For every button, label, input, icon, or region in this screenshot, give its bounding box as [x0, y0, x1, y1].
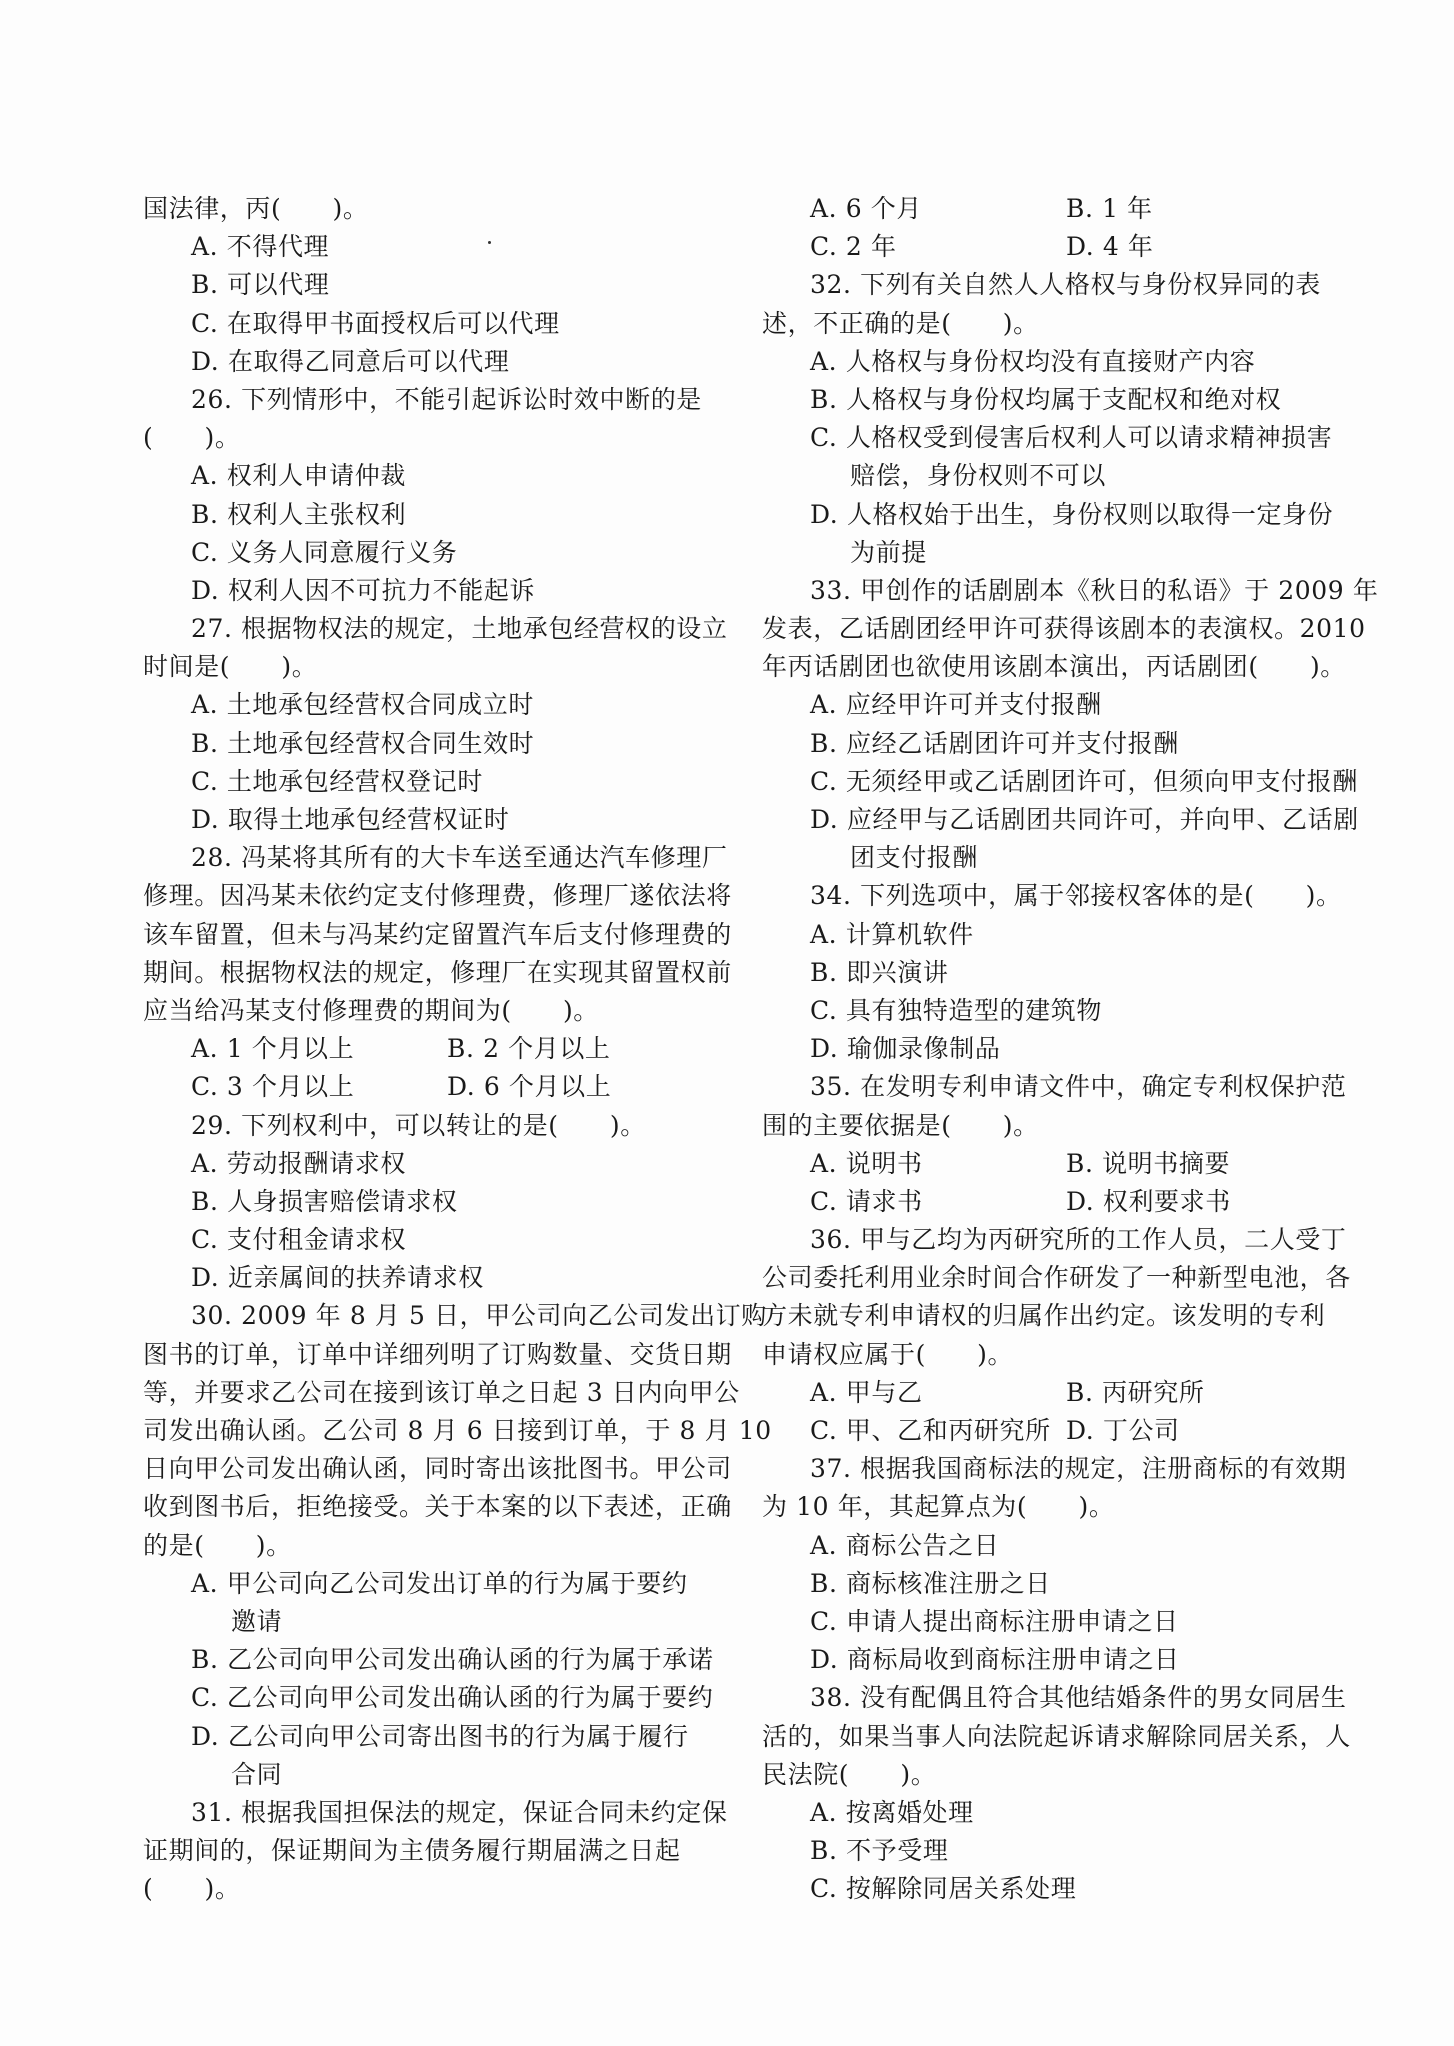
option-text: C. 2 年: [810, 232, 897, 262]
text-line: 年丙话剧团也欲使用该剧本演出，丙话剧团( )。: [762, 652, 1346, 682]
text-line: 发表，乙话剧团经甲许可获得该剧本的表演权。2010: [762, 614, 1366, 644]
text-line: 民法院( )。: [762, 1759, 937, 1789]
option-line: D. 人格权始于出生，身份权则以取得一定身份: [810, 499, 1334, 529]
option-line: A. 甲公司向乙公司发出订单的行为属于要约: [191, 1568, 688, 1598]
text-line: 期间。根据物权法的规定，修理厂在实现其留置权前: [143, 957, 732, 987]
text-line: 等，并要求乙公司在接到该订单之日起 3 日内向甲公: [143, 1377, 740, 1407]
left-column: [143, 190, 772, 1908]
option-line: C. 具有独特造型的建筑物: [810, 995, 1102, 1025]
option-line: B. 商标核准注册之日: [810, 1568, 1051, 1598]
text-line: 修理。因冯某未依约定支付修理费，修理厂遂依法将: [143, 881, 732, 911]
option-line: B. 权利人主张权利: [191, 499, 407, 529]
text-line: 该车留置，但未与冯某约定留置汽车后支付修理费的: [143, 919, 732, 949]
option-text: C. 甲、乙和丙研究所: [810, 1416, 1051, 1445]
text-line: 应当给冯某支付修理费的期间为( )。: [143, 995, 599, 1025]
question-line: 30. 2009 年 8 月 5 日，甲公司向乙公司发出订购: [191, 1301, 767, 1331]
option-line: D. 乙公司向甲公司寄出图书的行为属于履行: [191, 1721, 689, 1751]
option-line: C. 支付租金请求权: [191, 1225, 407, 1255]
question-line: 36. 甲与乙均为丙研究所的工作人员，二人受丁: [810, 1225, 1347, 1255]
option-line: B. 土地承包经营权合同生效时: [191, 728, 535, 758]
text-line: 围的主要依据是( )。: [762, 1110, 1039, 1140]
option-text: D. 权利要求书: [1066, 1186, 1231, 1216]
option-line: D. 近亲属间的扶养请求权: [191, 1263, 484, 1293]
option-line: B. 应经乙话剧团许可并支付报酬: [810, 728, 1179, 758]
text-line: 证期间的，保证期间为主债务履行期届满之日起: [143, 1836, 681, 1866]
option-line: C. 乙公司向甲公司发出确认函的行为属于要约: [191, 1683, 714, 1713]
text-line: 图书的订单，订单中详细列明了订购数量、交货日期: [143, 1339, 732, 1369]
option-pair-line: [143, 1030, 715, 1068]
option-text: B. 说明书摘要: [1066, 1148, 1231, 1178]
option-line: B. 可以代理: [191, 270, 330, 300]
question-line: 38. 没有配偶且符合其他结婚条件的男女同居生: [810, 1683, 1347, 1713]
text-line: 述，不正确的是( )。: [762, 308, 1039, 338]
option-line: C. 按解除同居关系处理: [810, 1874, 1077, 1904]
text-line: 公司委托利用业余时间合作研发了一种新型电池，各: [762, 1263, 1351, 1293]
text-line: 国法律，丙( )。: [143, 194, 369, 223]
option-pair-line: [762, 190, 1334, 228]
option-line: D. 商标局收到商标注册申请之日: [810, 1645, 1180, 1675]
option-line: D. 应经甲与乙话剧团共同许可，并向甲、乙话剧: [810, 805, 1359, 834]
option-text: A. 1 个月以上: [191, 1034, 355, 1064]
option-line: C. 土地承包经营权登记时: [191, 766, 483, 796]
option-line: B. 人格权与身份权均属于支配权和绝对权: [810, 384, 1282, 414]
option-continuation-line: 邀请: [231, 1606, 283, 1636]
question-line: 34. 下列选项中，属于邻接权客体的是( )。: [810, 881, 1342, 911]
option-continuation-line: 为前提: [850, 537, 927, 567]
option-line: C. 无须经甲或乙话剧团许可，但须向甲支付报酬: [810, 766, 1358, 796]
text-line: 为 10 年，其起算点为( )。: [762, 1492, 1115, 1522]
option-continuation-line: 团支付报酬: [850, 843, 979, 873]
option-line: A. 计算机软件: [810, 919, 974, 949]
option-line: D. 瑜伽录像制品: [810, 1034, 1001, 1064]
option-line: B. 乙公司向甲公司发出确认函的行为属于承诺: [191, 1645, 714, 1675]
text-line: ( )。: [143, 1874, 241, 1904]
option-pair-line: [762, 1145, 1334, 1183]
question-line: 35. 在发明专利申请文件中，确定专利权保护范: [810, 1072, 1347, 1102]
option-text: C. 请求书: [810, 1186, 923, 1216]
text-line: 方未就专利申请权的归属作出约定。该发明的专利: [762, 1301, 1326, 1331]
option-pair-line: [762, 1412, 1334, 1450]
option-pair-line: [762, 228, 1334, 266]
option-continuation-line: 赔偿，身份权则不可以: [850, 461, 1107, 491]
text-line: ( )。: [143, 423, 241, 453]
text-line: 活的，如果当事人向法院起诉请求解除同居关系，人: [762, 1721, 1351, 1751]
option-line: A. 按离婚处理: [810, 1797, 974, 1827]
option-text: B. 丙研究所: [1066, 1377, 1205, 1407]
option-pair-line: [762, 1374, 1334, 1412]
option-line: B. 不予受理: [810, 1836, 949, 1866]
option-text: C. 3 个月以上: [191, 1072, 355, 1102]
option-line: C. 申请人提出商标注册申请之日: [810, 1606, 1179, 1636]
text-line: 日向甲公司发出确认函，同时寄出该批图书。甲公司: [143, 1454, 732, 1484]
option-text: D. 丁公司: [1066, 1416, 1180, 1445]
question-line: 31. 根据我国担保法的规定，保证合同未约定保: [191, 1797, 728, 1827]
option-line: D. 在取得乙同意后可以代理: [191, 346, 510, 376]
option-line: A. 应经甲许可并支付报酬: [810, 690, 1102, 720]
option-line: A. 土地承包经营权合同成立时: [191, 690, 534, 720]
option-line: D. 权利人因不可抗力不能起诉: [191, 575, 536, 605]
option-line: A. 不得代理: [191, 232, 330, 262]
option-line: D. 取得土地承包经营权证时: [191, 805, 510, 834]
text-line: 时间是( )。: [143, 652, 318, 682]
text-line: 申请权应属于( )。: [762, 1339, 1014, 1369]
question-line: 29. 下列权利中，可以转让的是( )。: [191, 1110, 646, 1140]
option-text: B. 2 个月以上: [447, 1034, 611, 1064]
question-line: 33. 甲创作的话剧剧本《秋日的私语》于 2009 年: [810, 575, 1379, 605]
option-text: A. 说明书: [810, 1148, 923, 1178]
option-line: A. 人格权与身份权均没有直接财产内容: [810, 346, 1256, 376]
question-line: 32. 下列有关自然人人格权与身份权异同的表: [810, 270, 1321, 300]
option-pair-line: [762, 1183, 1334, 1221]
question-line: 28. 冯某将其所有的大卡车送至通达汽车修理厂: [191, 843, 728, 873]
text-line: 司发出确认函。乙公司 8 月 6 日接到订单，于 8 月 10: [143, 1416, 772, 1445]
option-line: C. 义务人同意履行义务: [191, 537, 458, 567]
option-text: B. 1 年: [1066, 194, 1153, 223]
option-line: A. 劳动报酬请求权: [191, 1148, 406, 1178]
option-text: A. 6 个月: [810, 194, 923, 223]
option-line: A. 权利人申请仲裁: [191, 461, 406, 491]
option-text: D. 4 年: [1066, 232, 1154, 262]
option-line: B. 即兴演讲: [810, 957, 949, 987]
text-line: 的是( )。: [143, 1530, 292, 1560]
text-line: 收到图书后，拒绝接受。关于本案的以下表述，正确: [143, 1492, 732, 1522]
option-line: C. 人格权受到侵害后权利人可以请求精神损害: [810, 423, 1333, 453]
question-line: 37. 根据我国商标法的规定，注册商标的有效期: [810, 1454, 1347, 1484]
option-continuation-line: 合同: [231, 1759, 283, 1789]
option-text: D. 6 个月以上: [447, 1072, 612, 1102]
question-line: 27. 根据物权法的规定，土地承包经营权的设立: [191, 614, 728, 644]
option-line: A. 商标公告之日: [810, 1530, 1000, 1560]
right-column: [762, 190, 1379, 1908]
question-line: 26. 下列情形中，不能引起诉讼时效中断的是: [191, 384, 702, 414]
option-line: B. 人身损害赔偿请求权: [191, 1186, 458, 1216]
option-text: A. 甲与乙: [810, 1377, 923, 1407]
option-line: C. 在取得甲书面授权后可以代理: [191, 308, 560, 338]
option-pair-line: [143, 1068, 715, 1106]
